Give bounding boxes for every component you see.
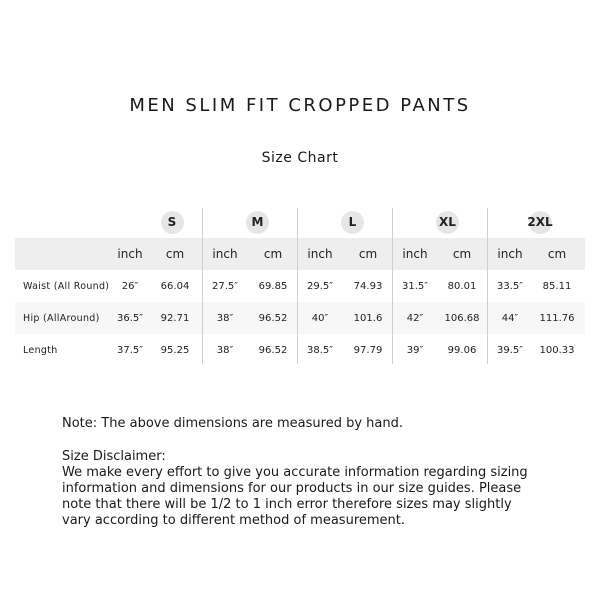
table-cell: 96.52 (258, 312, 288, 324)
column-divider (487, 208, 488, 364)
size-xl-cell (400, 206, 495, 238)
table-cell: 39.5″ (496, 344, 523, 356)
size-disclaimer (62, 449, 542, 529)
unit-cm-s: cm (165, 247, 185, 261)
unit-cm-xl: cm (452, 247, 472, 261)
table-cell: 42″ (406, 312, 424, 324)
table-cell: 44″ (501, 312, 519, 324)
table-cell: 37.5″ (116, 344, 143, 356)
column-divider (392, 208, 393, 364)
size-badge-2xl: 2XL (529, 211, 552, 234)
table-cell: 99.06 (447, 344, 477, 356)
table-cell: 38.5″ (306, 344, 333, 356)
size-badge-xl: XL (436, 211, 459, 234)
table-cell: 85.11 (542, 280, 572, 292)
page-title: MEN SLIM FIT CROPPED PANTS (129, 95, 471, 116)
size-badge-s: S (161, 211, 184, 234)
table-cell: 38″ (216, 312, 234, 324)
table-cell: 111.76 (539, 312, 575, 324)
measurement-note: Note: The above dimensions are measured by hand. (62, 416, 403, 431)
table-cell: 39″ (406, 344, 424, 356)
size-badge-m: M (246, 211, 269, 234)
disclaimer-text: We make every effort to give you accurate information regarding sizing information and dimensions for our products in our size guides. Please note that there will be 1/2 to 1 inch error therefore sizes may slightly vary according to different method of measurement. (62, 465, 528, 528)
table-cell: 66.04 (160, 280, 190, 292)
table-cell: 38″ (216, 344, 234, 356)
unit-cm-2xl: cm (547, 247, 567, 261)
table-cell: 31.5″ (401, 280, 428, 292)
size-chart-table (15, 206, 585, 366)
table-cell: 101.6 (353, 312, 383, 324)
unit-inch-m: inch (212, 247, 238, 261)
unit-cm-l: cm (358, 247, 378, 261)
size-2xl-cell (495, 206, 585, 238)
table-cell: 106.68 (444, 312, 480, 324)
unit-inch-s: inch (117, 247, 143, 261)
table-cell: 36.5″ (116, 312, 143, 324)
table-cell: 74.93 (353, 280, 383, 292)
table-row-length (15, 334, 585, 366)
size-badge-l: L (341, 211, 364, 234)
table-cell: 69.85 (258, 280, 288, 292)
unit-cm-m: cm (263, 247, 283, 261)
table-cell: 96.52 (258, 344, 288, 356)
size-s-cell (132, 206, 212, 238)
disclaimer-heading: Size Disclaimer: (62, 449, 166, 464)
table-cell: 97.79 (353, 344, 383, 356)
row-label-length: Length (23, 344, 58, 356)
table-cell: 80.01 (447, 280, 477, 292)
unit-inch-xl: inch (402, 247, 428, 261)
table-cell: 33.5″ (496, 280, 523, 292)
size-m-cell (210, 206, 305, 238)
table-cell: 40″ (311, 312, 329, 324)
unit-inch-2xl: inch (497, 247, 523, 261)
row-label-hip: Hip (AllAround) (23, 312, 100, 324)
row-label-waist: Waist (All Round) (23, 280, 110, 292)
table-cell: 100.33 (539, 344, 575, 356)
size-header-row (15, 206, 585, 238)
unit-inch-l: inch (307, 247, 333, 261)
table-cell: 29.5″ (306, 280, 333, 292)
table-row-hip (15, 302, 585, 334)
table-cell: 92.71 (160, 312, 190, 324)
page-subtitle: Size Chart (261, 150, 339, 166)
table-cell: 26″ (121, 280, 139, 292)
units-header-row (15, 238, 585, 270)
column-divider (297, 208, 298, 364)
table-cell: 95.25 (160, 344, 190, 356)
table-cell: 27.5″ (211, 280, 238, 292)
column-divider (202, 208, 203, 364)
size-l-cell (305, 206, 400, 238)
table-row-waist (15, 270, 585, 302)
